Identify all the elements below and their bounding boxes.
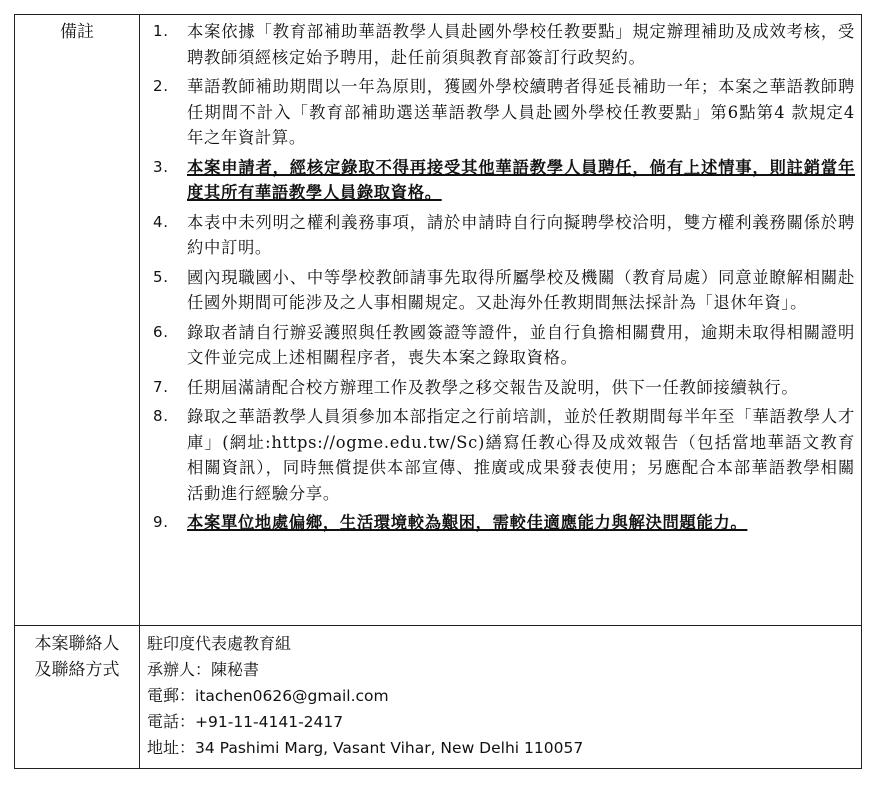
note-item [139, 155, 863, 206]
handler-label: 承辦人： [147, 660, 212, 679]
note-number: 1. [153, 22, 169, 40]
note-number: 5. [153, 267, 169, 286]
contact-office: 駐印度代表處教育組 [147, 634, 292, 653]
note-text: 華語教師補助期間以一年為原則，獲國外學校續聘者得延長補助一年；本案之華語教師聘任期間不計入「教育部補助選送華語教學人員赴國外學校任教要點」第6點第4 款規定4 年之年資計算。 [187, 77, 855, 147]
contact-block [147, 631, 847, 761]
note-text: 本表中未列明之權利義務事項，請於申請時自行向擬聘學校洽明，雙方權利義務關係於聘約中訂明。 [187, 212, 855, 257]
note-number: 4. [153, 212, 169, 231]
contact-label-line-2: 及聯絡方式 [34, 660, 120, 680]
note-text: 本案申請者，經核定錄取不得再接受其他華語教學人員聘任，倘有上述情事，則註銷當年度其所有華語教學人員錄取資格。 [187, 157, 855, 202]
note-text: 錄取之華語教學人員須參加本部指定之行前培訓，並於任教期間每半年至「華語教學人才庫」(網址:https://ogme.edu.tw/Sc)繕寫任教心得及成效報告（包括當地華語文教育相關資訊），同時無償提供本部宣傳、推廣或成果發表使用；另應配合本部華語教學相關活動進行經驗分享。 [187, 407, 855, 503]
note-number: 6. [153, 322, 169, 341]
email-label: 電郵： [147, 686, 196, 705]
note-number: 7. [153, 377, 169, 396]
contact-email-line [147, 683, 847, 709]
notes-label: 備註 [60, 22, 94, 42]
note-item [139, 265, 863, 316]
phone-label: 電話： [147, 712, 196, 731]
address-label: 地址： [147, 738, 196, 757]
contact-label-line-1: 本案聯絡人 [34, 634, 120, 654]
note-text: 國內現職國小、中等學校教師請事先取得所屬學校及機關（教育局處）同意並瞭解相關赴任國外期間可能涉及之人事相關規定。又赴海外任教期間無法採計為「退休年資」。 [187, 267, 855, 312]
note-item [139, 375, 863, 401]
handler-name: 陳秘書 [211, 660, 260, 679]
note-text: 錄取者請自行辦妥護照與任教國簽證等證件，並自行負擔相關費用，逾期未取得相關證明文件並完成上述相關程序者，喪失本案之錄取資格。 [187, 322, 855, 367]
note-item [139, 210, 863, 261]
note-item [139, 320, 863, 371]
row-divider [15, 625, 861, 626]
note-number: 8. [153, 407, 169, 425]
note-item [139, 19, 863, 70]
note-item [139, 74, 863, 151]
note-number: 3. [153, 157, 169, 176]
contact-label [15, 631, 139, 683]
note-text: 本案單位地處偏鄉，生活環境較為艱困，需較佳適應能力與解決問題能力。 [187, 513, 748, 532]
contact-address-line [147, 735, 847, 761]
notes-list [139, 19, 863, 540]
note-text: 本案依據「教育部補助華語教學人員赴國外學校任教要點」規定辦理補助及成效考核，受聘教師須經核定始予聘用，赴任前須與教育部簽訂行政契約。 [187, 22, 855, 67]
note-item [139, 510, 863, 536]
email-address: itachen0626@gmail.com [195, 687, 389, 705]
address-value: 34 Pashimi Marg, Vasant Vihar, New Delhi 110057 [195, 739, 584, 757]
note-number: 9. [153, 513, 169, 531]
note-number: 2. [153, 77, 169, 95]
note-item [139, 404, 863, 506]
notes-table [14, 14, 862, 769]
phone-number: +91-11-4141-2417 [195, 713, 344, 731]
contact-phone-line [147, 709, 847, 735]
contact-handler-line [147, 657, 847, 683]
note-text: 任期屆滿請配合校方辦理工作及教學之移交報告及說明，供下一任教師接續執行。 [187, 377, 799, 397]
